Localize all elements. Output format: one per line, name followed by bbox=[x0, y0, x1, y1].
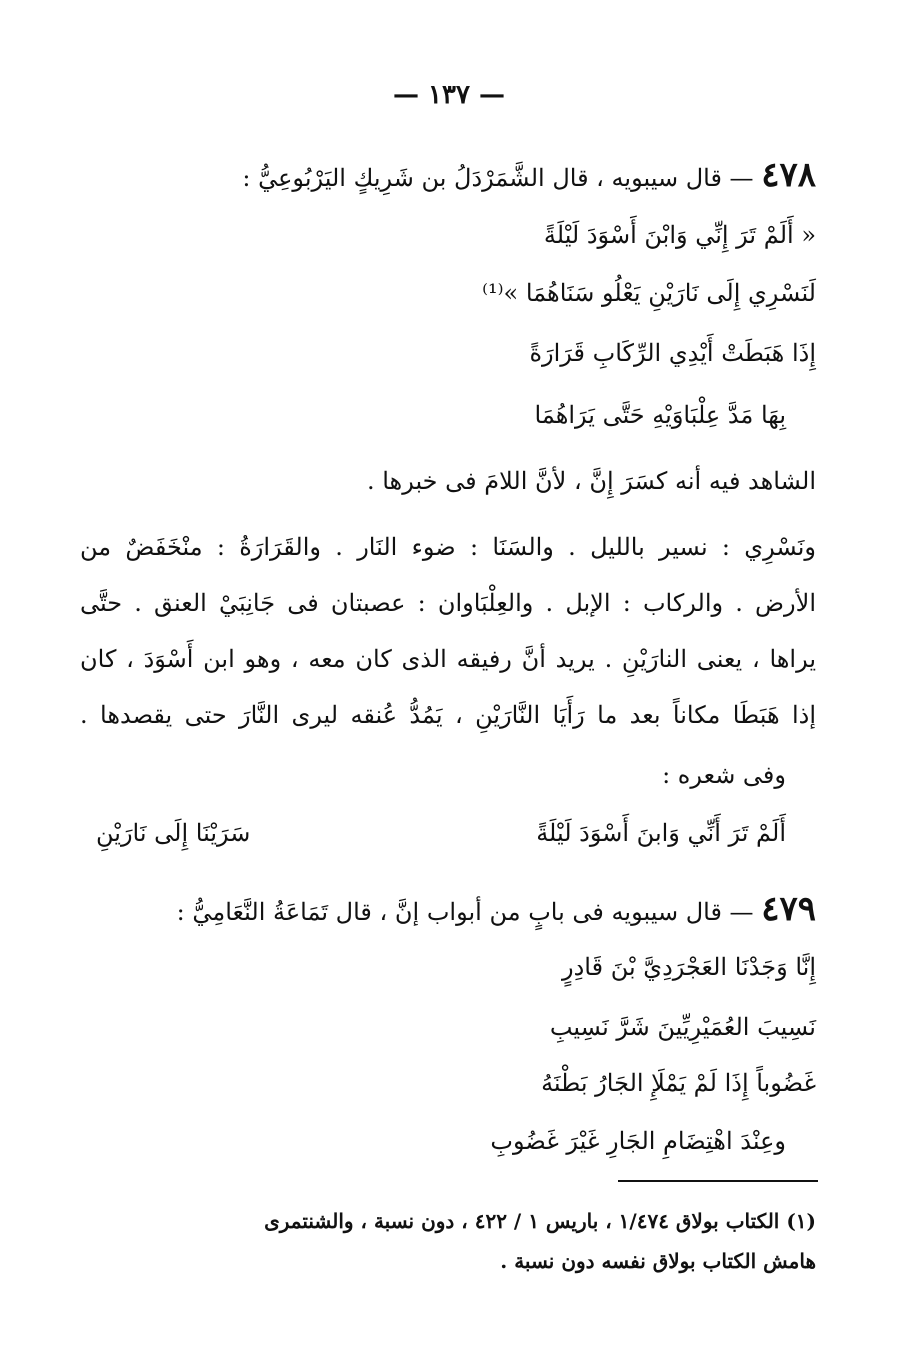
entry-479-verse-4: وعِنْدَ اهْتِضَامِ الجَارِ غَيْرَ غَضُوبِ bbox=[490, 1127, 786, 1155]
page-number: — ١٣٧ — bbox=[392, 80, 506, 110]
entry-478-verse-3: إِذَا هَبَطَتْ أَيْدِي الرِّكَابِ قَرَارَةً bbox=[529, 339, 816, 367]
poem-variant-second-hemistich: سَرَيْنَا إِلَى نَارَيْنِ bbox=[96, 819, 251, 847]
entry-478-commentary-2: الأرض . والركاب : الإبل . والعِلْبَاوان : عصبتان فى جَانِبَيْ العنق . حتَّى bbox=[80, 589, 816, 617]
entry-479-verse-2: نَسِيبَ العُمَيْرِيِّينَ شَرَّ نَسِيبِ bbox=[549, 1013, 816, 1041]
poem-variant-first-hemistich: أَلَمْ تَرَ أَنِّي وَابنَ أَسْوَدَ لَيْلَةً bbox=[536, 819, 786, 847]
entry-479-verse-1: إِنَّا وَجَدْنَا العَجْرَدِيَّ بْنَ قَادِرٍ bbox=[562, 953, 816, 981]
entry-479-intro: — قال سيبويه فى بابٍ من أبواب إنَّ ، قال تَمَاعَةُ النَّعَامِيُّ : bbox=[176, 898, 754, 926]
entry-478-verse-1: « أَلَمْ تَرَ إِنِّي وَابْنَ أَسْوَدَ لَيْلَةً bbox=[543, 221, 816, 249]
footnote-separator bbox=[618, 1180, 818, 1182]
entry-478-verse-4: بِهَا مَدَّ عِلْبَاوَيْهِ حَتَّى يَرَاهُمَا bbox=[534, 401, 786, 429]
footnote-line-1: (١) الكتاب بولاق ١/٤٧٤ ، باريس ١ / ٤٢٢ ، دون نسبة ، والشنتمرى bbox=[264, 1209, 816, 1233]
entry-478-header bbox=[242, 155, 816, 195]
entry-479-number: ٤٧٩ bbox=[761, 889, 816, 929]
entry-478-number: ٤٧٨ bbox=[761, 155, 816, 195]
entry-478-verse-2: لَنَسْرِي إِلَى نَارَيْنِ يَعْلُو سَنَاهُمَا »⁽¹⁾ bbox=[482, 279, 816, 307]
entry-478-witness: الشاهد فيه أنه كسَرَ إِنَّ ، لأنَّ اللامَ فى خبرها . bbox=[366, 467, 816, 495]
entry-478-intro: — قال سيبويه ، قال الشَّمَرْدَلُ بن شَرِيكٍ اليَرْبُوعِيُّ : bbox=[242, 164, 754, 192]
footnote-line-2: هامش الكتاب بولاق نفسه دون نسبة . bbox=[500, 1249, 816, 1273]
poem-variant-verse bbox=[96, 816, 786, 850]
in-his-poem-label: وفى شعره : bbox=[662, 761, 786, 789]
entry-478-commentary-4: إذا هَبَطَا مكاناً بعد ما رَأَيَا النَّارَيْنِ ، يَمُدُّ عُنقه ليرى النَّارَ حتى يقصدها . bbox=[80, 701, 816, 729]
entry-478-commentary-3: يراها ، يعنى النارَيْنِ . يريد أنَّ رفيقه الذى كان معه ، وهو ابن أَسْوَدَ ، كان bbox=[80, 645, 816, 673]
entry-478-commentary-1: ونَسْرِي : نسير بالليل . والسَنَا : ضوء النَار . والقَرَارَةُ : منْخَفَضٌ من bbox=[80, 533, 817, 561]
entry-479-verse-3: غَضُوباً إِذَا لَمْ يَمْلَإِ الجَارُ بَطْنَهُ bbox=[541, 1069, 816, 1097]
entry-479-header bbox=[176, 889, 816, 929]
